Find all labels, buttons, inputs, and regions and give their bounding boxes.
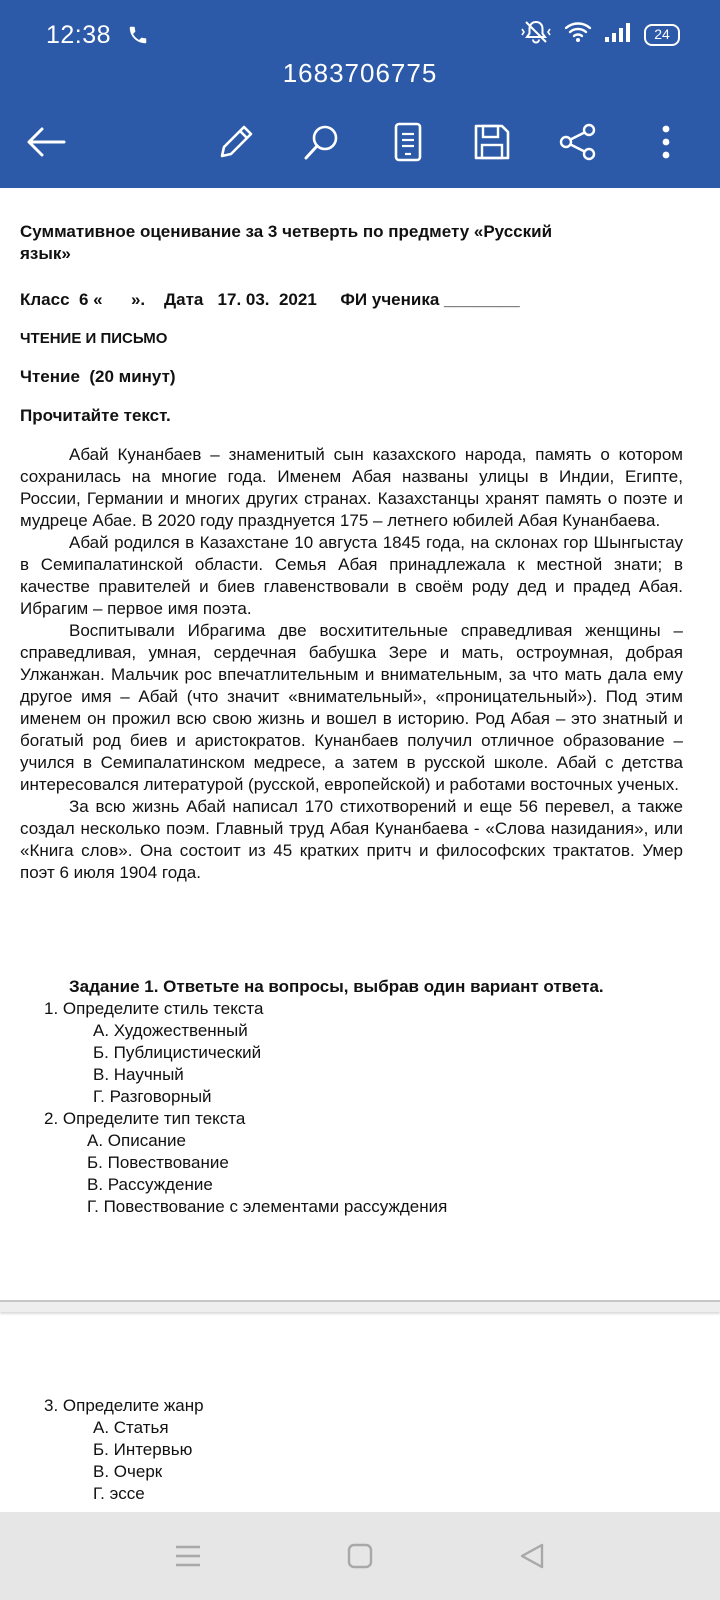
pencil-icon[interactable] (208, 114, 264, 170)
status-bar (46, 18, 680, 52)
question-2 (44, 1108, 447, 1218)
heading-line-1: Суммативное оценивание за 3 четверть по предмету «Русский (20, 222, 553, 241)
section-title: ЧТЕНИЕ И ПИСЬМО (20, 330, 168, 347)
option: Г. Повествование с элементами рассуждения (87, 1197, 448, 1216)
more-vert-icon[interactable] (638, 114, 694, 170)
status-time: 12:38 (46, 20, 112, 49)
option: В. Очерк (93, 1462, 163, 1481)
option: А. Описание (87, 1131, 187, 1150)
search-icon[interactable] (294, 114, 350, 170)
option: Б. Публицистический (93, 1043, 262, 1062)
paragraph-1: Абай Кунанбаев – знаменитый сын казахского народа, память о котором сохранилась на многие года. Именем Абая названы улицы в Индии, Египте, России, Германии и многих других странах. Казахстанцы хранят память о поэте и мудреце Абае. В 2020 году празднуется 175 – летнего юбилей Абая Кунанбаева. (20, 445, 683, 530)
back-icon[interactable] (512, 1536, 552, 1576)
document-title: 1683706775 (282, 58, 438, 88)
document-heading (20, 221, 683, 265)
question-3 (44, 1395, 204, 1505)
heading-line-2: язык» (20, 244, 71, 263)
reading-time: Чтение (20 минут) (20, 367, 176, 386)
page-break (0, 1300, 720, 1312)
question-number: 1. (44, 999, 59, 1018)
home-icon[interactable] (340, 1536, 380, 1576)
option: Г. эссе (93, 1484, 145, 1503)
question-number: 3. (44, 1396, 59, 1415)
option: В. Рассуждение (87, 1175, 213, 1194)
share-icon[interactable] (550, 114, 606, 170)
option: В. Научный (93, 1065, 184, 1084)
save-icon[interactable] (464, 114, 520, 170)
wifi-icon (564, 20, 592, 51)
back-arrow-icon[interactable] (18, 114, 74, 170)
question-1 (44, 998, 263, 1108)
option: Г. Разговорный (93, 1087, 212, 1106)
task1-title: Задание 1. Ответьте на вопросы, выбрав один вариант ответа. (69, 977, 604, 996)
battery-indicator: 24 (644, 24, 680, 46)
class-date-line: Класс 6 « ». Дата 17. 03. 2021 ФИ ученика ________ (20, 290, 520, 309)
option: Б. Повествование (87, 1153, 229, 1172)
phone-icon (127, 24, 149, 46)
system-nav-bar (0, 1512, 720, 1600)
text-body (20, 444, 683, 884)
signal-icon (604, 21, 632, 50)
instruction: Прочитайте текст. (20, 406, 171, 425)
question-text: Определите жанр (62, 1396, 204, 1415)
option: А. Художественный (93, 1021, 248, 1040)
question-number: 2. (44, 1109, 59, 1128)
question-text: Определите тип текста (62, 1109, 246, 1128)
menu-icon[interactable] (168, 1536, 208, 1576)
option: А. Статья (93, 1418, 169, 1437)
question-text: Определите стиль текста (62, 999, 264, 1018)
paragraph-4: За всю жизнь Абай написал 170 стихотворений и еще 56 перевел, а также создал несколько поэм. Главный труд Абая Кунанбаева - «Слова назидания», или «Книга слов». Она состоит из 45 кратких притч и философских трактатов. Умер поэт 6 июля 1904 года. (20, 797, 683, 882)
paragraph-3: Воспитывали Ибрагима две восхитительные справедливая женщины – справедливая, умная, сердечная бабушка Зере и мать, остроумная, добрая Улжанжан. Мальчик рос впечатлительным и внимательным, за что мать дала ему другое имя – Абай (что значит «внимательный», «проницательный»). Под этим именем он прожил всю свою жизнь и вошел в историю. Род Абая – это знатный и богатый род биев и аристократов. Кунанбаев получил отличное образование – учился в Семипалатинском медресе, а затем в русской школе. Абай с детства интересовался литературой (русской, европейской) и работами восточных ученых. (20, 621, 683, 794)
bell-off-icon (520, 19, 552, 52)
option: Б. Интервью (93, 1440, 193, 1459)
toolbar (0, 114, 720, 170)
app-bar (0, 0, 720, 188)
paragraph-2: Абай родился в Казахстане 10 августа 1845 года, на склонах гор Шынгыстау в Семипалатинской области. Семья Абая принадлежала к местной знати; в качестве правителей и биев главенствовали в своём роду дед и прадед Абая. Ибрагим – первое имя поэта. (20, 533, 683, 618)
reading-mode-icon[interactable] (380, 114, 436, 170)
